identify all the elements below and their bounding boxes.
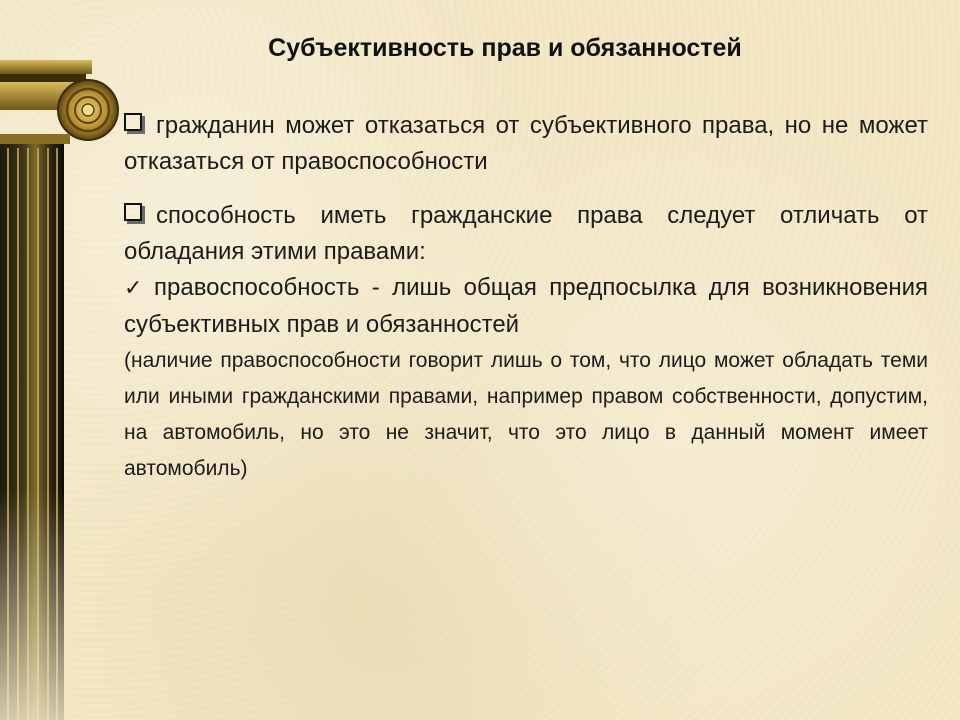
slide-body bbox=[124, 108, 928, 487]
explanatory-note: (наличие правоспособности говорит лишь о том, что лицо может обладать теми или иными гражданскими правами, например правом собственности, допустим, на автомобиль, но это не значит, что это лицо в данный момент имеет автомобиль) bbox=[124, 349, 928, 480]
bullet-item-1 bbox=[124, 108, 928, 180]
checkmark-icon: ✓ bbox=[124, 276, 143, 301]
square-bullet-icon bbox=[124, 113, 142, 131]
check-item bbox=[124, 270, 928, 343]
slide-title: Субъективность прав и обязанностей bbox=[268, 34, 742, 62]
bullet-2-text: способность иметь гражданские права следует отличать от обладания этими правами: bbox=[124, 202, 928, 265]
bullet-1-text: гражданин может отказаться от субъективного права, но не может отказаться от правоспособности bbox=[124, 112, 928, 175]
ionic-column-icon bbox=[0, 60, 130, 720]
check-item-text: правоспособность - лишь общая предпосылка для возникновения субъективных прав и обязанностей bbox=[124, 274, 928, 338]
spacer bbox=[124, 180, 928, 198]
square-bullet-icon bbox=[124, 203, 142, 221]
bullet-item-2 bbox=[124, 198, 928, 270]
